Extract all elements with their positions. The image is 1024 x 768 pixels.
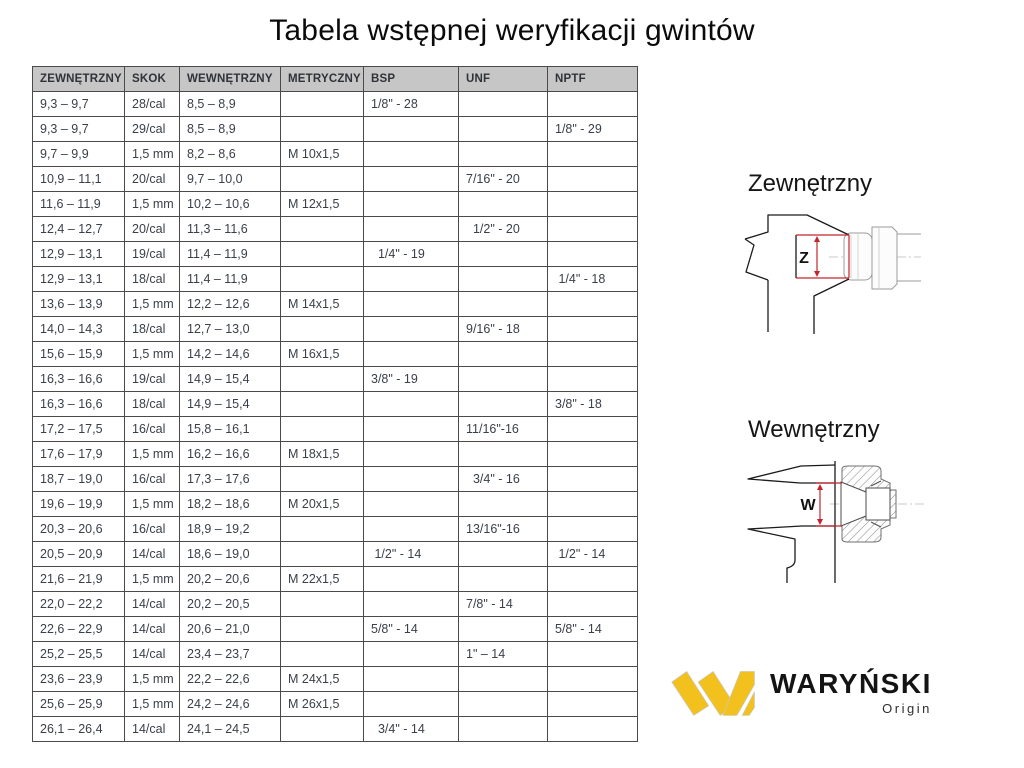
table-cell: 3/8" - 19 xyxy=(364,367,459,392)
table-cell: 1/4" - 19 xyxy=(364,242,459,267)
table-cell: 1/2" - 20 xyxy=(459,217,548,242)
table-cell: 18/cal xyxy=(125,267,180,292)
table-cell xyxy=(364,492,459,517)
table-cell: 14,9 – 15,4 xyxy=(180,392,281,417)
external-diagram-label: Zewnętrzny xyxy=(748,170,873,197)
table-cell: 9,3 – 9,7 xyxy=(33,117,125,142)
table-cell xyxy=(548,567,638,592)
table-cell xyxy=(364,317,459,342)
dimension-w-label: W xyxy=(800,497,816,514)
col-header-wewnetrzny: WEWNĘTRZNY xyxy=(180,67,281,92)
table-cell: 18,9 – 19,2 xyxy=(180,517,281,542)
table-cell xyxy=(548,592,638,617)
table-header-row xyxy=(33,67,638,92)
table-cell: 23,6 – 23,9 xyxy=(33,667,125,692)
col-header-zewnetrzny: ZEWNĘTRZNY xyxy=(33,67,125,92)
table-cell xyxy=(548,442,638,467)
col-header-nptf: NPTF xyxy=(548,67,638,92)
table-cell xyxy=(364,517,459,542)
table-cell: 1/8" - 28 xyxy=(364,92,459,117)
table-cell xyxy=(364,267,459,292)
table-cell xyxy=(281,717,364,742)
table-cell: 21,6 – 21,9 xyxy=(33,567,125,592)
table-cell: 13,6 – 13,9 xyxy=(33,292,125,317)
table-cell: 15,8 – 16,1 xyxy=(180,417,281,442)
table-cell xyxy=(548,142,638,167)
table-row xyxy=(33,442,638,467)
table-cell xyxy=(459,492,548,517)
table-cell xyxy=(364,392,459,417)
table-cell: 19/cal xyxy=(125,242,180,267)
table-cell: 1,5 mm xyxy=(125,567,180,592)
table-cell xyxy=(548,692,638,717)
male-fitting-drawing xyxy=(829,227,921,289)
table-cell: 12,4 – 12,7 xyxy=(33,217,125,242)
table-cell: 25,6 – 25,9 xyxy=(33,692,125,717)
thread-verification-table xyxy=(32,66,638,742)
table-cell: 17,2 – 17,5 xyxy=(33,417,125,442)
table-cell: M 14x1,5 xyxy=(281,292,364,317)
col-header-skok: SKOK xyxy=(125,67,180,92)
table-cell: 1,5 mm xyxy=(125,142,180,167)
table-cell: 12,7 – 13,0 xyxy=(180,317,281,342)
table-cell xyxy=(459,567,548,592)
table-row xyxy=(33,667,638,692)
table-cell xyxy=(548,492,638,517)
table-body xyxy=(33,92,638,742)
table-cell: 20,2 – 20,5 xyxy=(180,592,281,617)
table-cell: 14/cal xyxy=(125,617,180,642)
table-row xyxy=(33,142,638,167)
table-cell xyxy=(548,667,638,692)
table-cell xyxy=(364,292,459,317)
table-cell xyxy=(364,167,459,192)
col-header-metryczny: METRYCZNY xyxy=(281,67,364,92)
table-cell: 9,7 – 9,9 xyxy=(33,142,125,167)
table-cell: 10,9 – 11,1 xyxy=(33,167,125,192)
table-cell xyxy=(281,617,364,642)
table-cell: M 10x1,5 xyxy=(281,142,364,167)
table-cell xyxy=(459,367,548,392)
table-cell xyxy=(548,167,638,192)
table-row xyxy=(33,367,638,392)
table-cell: 7/16" - 20 xyxy=(459,167,548,192)
table-cell: 25,2 – 25,5 xyxy=(33,642,125,667)
table-row xyxy=(33,317,638,342)
table-cell xyxy=(459,242,548,267)
table-row xyxy=(33,642,638,667)
table-row xyxy=(33,242,638,267)
table-cell xyxy=(459,667,548,692)
table-cell xyxy=(281,167,364,192)
logo-mark-icon xyxy=(670,668,758,718)
table-cell: 13/16"-16 xyxy=(459,517,548,542)
table-cell xyxy=(459,617,548,642)
table-cell xyxy=(281,392,364,417)
page-title: Tabela wstępnej weryfikacji gwintów xyxy=(269,14,755,47)
table-cell: 20,6 – 21,0 xyxy=(180,617,281,642)
table-cell: 10,2 – 10,6 xyxy=(180,192,281,217)
table-cell xyxy=(548,317,638,342)
table-cell: 8,2 – 8,6 xyxy=(180,142,281,167)
table-cell: 20,2 – 20,6 xyxy=(180,567,281,592)
table-cell xyxy=(281,92,364,117)
table-cell: 11,6 – 11,9 xyxy=(33,192,125,217)
table-cell xyxy=(459,692,548,717)
table-cell: 22,0 – 22,2 xyxy=(33,592,125,617)
table-cell: 1,5 mm xyxy=(125,292,180,317)
table-row xyxy=(33,542,638,567)
table-cell xyxy=(281,117,364,142)
table-row xyxy=(33,217,638,242)
table-cell xyxy=(548,242,638,267)
table-cell: 1/2" - 14 xyxy=(548,542,638,567)
table-cell: 18/cal xyxy=(125,392,180,417)
table-cell: 14/cal xyxy=(125,642,180,667)
col-header-unf: UNF xyxy=(459,67,548,92)
caliper-outline xyxy=(748,461,835,583)
table-cell: 22,6 – 22,9 xyxy=(33,617,125,642)
table-row xyxy=(33,567,638,592)
table-cell: 28/cal xyxy=(125,92,180,117)
table-cell xyxy=(459,117,548,142)
table-cell xyxy=(281,267,364,292)
table-cell xyxy=(459,542,548,567)
table-cell: 1,5 mm xyxy=(125,692,180,717)
table-cell xyxy=(548,292,638,317)
table-cell xyxy=(548,217,638,242)
table-cell xyxy=(548,717,638,742)
table-cell: 20/cal xyxy=(125,217,180,242)
table-cell xyxy=(281,317,364,342)
table-cell: 20/cal xyxy=(125,167,180,192)
table-cell xyxy=(548,367,638,392)
table-cell: 14/cal xyxy=(125,717,180,742)
table-cell xyxy=(459,267,548,292)
table-row xyxy=(33,467,638,492)
table-cell xyxy=(548,192,638,217)
table-cell xyxy=(459,392,548,417)
table-cell xyxy=(459,292,548,317)
table-cell xyxy=(364,342,459,367)
table-row xyxy=(33,392,638,417)
table-row xyxy=(33,492,638,517)
table-cell xyxy=(364,667,459,692)
table-cell xyxy=(281,217,364,242)
external-thread-diagram xyxy=(733,203,923,348)
table-cell: 16/cal xyxy=(125,417,180,442)
table-cell xyxy=(459,92,548,117)
table-cell xyxy=(364,567,459,592)
table-cell: 1/2" - 14 xyxy=(364,542,459,567)
table-cell: 14,2 – 14,6 xyxy=(180,342,281,367)
table-cell xyxy=(459,717,548,742)
table-cell xyxy=(281,367,364,392)
table-cell: 1,5 mm xyxy=(125,492,180,517)
table-cell: 3/4" - 14 xyxy=(364,717,459,742)
table-cell: 19/cal xyxy=(125,367,180,392)
table-row xyxy=(33,292,638,317)
table-row xyxy=(33,267,638,292)
brand-text xyxy=(770,670,932,716)
table-cell: 1" – 14 xyxy=(459,642,548,667)
table-row xyxy=(33,167,638,192)
internal-thread-diagram xyxy=(738,448,928,593)
table-cell: M 12x1,5 xyxy=(281,192,364,217)
table-cell xyxy=(548,642,638,667)
table-cell: M 22x1,5 xyxy=(281,567,364,592)
table-cell: 9,3 – 9,7 xyxy=(33,92,125,117)
table-cell: 3/4" - 16 xyxy=(459,467,548,492)
table-cell: 14,0 – 14,3 xyxy=(33,317,125,342)
table-cell: 16,2 – 16,6 xyxy=(180,442,281,467)
table-cell: 17,3 – 17,6 xyxy=(180,467,281,492)
table-cell xyxy=(281,642,364,667)
brand-name: WARYŃSKI xyxy=(770,668,932,699)
table-cell xyxy=(281,417,364,442)
table-cell xyxy=(548,342,638,367)
table-cell xyxy=(548,467,638,492)
table-cell: 11/16"-16 xyxy=(459,417,548,442)
table-row xyxy=(33,92,638,117)
table-cell xyxy=(364,117,459,142)
table-cell: 20,5 – 20,9 xyxy=(33,542,125,567)
table-cell xyxy=(281,542,364,567)
table-cell xyxy=(364,142,459,167)
brand-subtext: Origin xyxy=(882,701,932,716)
table-cell: 14,9 – 15,4 xyxy=(180,367,281,392)
table-cell xyxy=(364,467,459,492)
table-cell: 1,5 mm xyxy=(125,667,180,692)
table-cell: 18,2 – 18,6 xyxy=(180,492,281,517)
table-cell xyxy=(459,142,548,167)
table-cell: 1/8" - 29 xyxy=(548,117,638,142)
table-cell xyxy=(459,192,548,217)
table-cell xyxy=(364,417,459,442)
table-cell: 26,1 – 26,4 xyxy=(33,717,125,742)
table-cell: 22,2 – 22,6 xyxy=(180,667,281,692)
table-row xyxy=(33,517,638,542)
table-cell: 8,5 – 8,9 xyxy=(180,92,281,117)
table-cell: 14/cal xyxy=(125,542,180,567)
table-cell: 16/cal xyxy=(125,517,180,542)
table-cell xyxy=(281,517,364,542)
table-row xyxy=(33,717,638,742)
table-cell: M 24x1,5 xyxy=(281,667,364,692)
table-cell: 1,5 mm xyxy=(125,342,180,367)
table-cell: 19,6 – 19,9 xyxy=(33,492,125,517)
table-cell: 18,6 – 19,0 xyxy=(180,542,281,567)
table-row xyxy=(33,592,638,617)
table-cell: M 20x1,5 xyxy=(281,492,364,517)
internal-diagram-label: Wewnętrzny xyxy=(748,416,880,443)
table-cell xyxy=(364,642,459,667)
table-cell: 24,2 – 24,6 xyxy=(180,692,281,717)
table-cell: 24,1 – 24,5 xyxy=(180,717,281,742)
table-cell: 1,5 mm xyxy=(125,192,180,217)
table-cell xyxy=(548,517,638,542)
table-cell: 3/8" - 18 xyxy=(548,392,638,417)
table-cell: 12,9 – 13,1 xyxy=(33,242,125,267)
table-cell xyxy=(364,192,459,217)
table-cell: M 26x1,5 xyxy=(281,692,364,717)
table-row xyxy=(33,417,638,442)
table-cell: 20,3 – 20,6 xyxy=(33,517,125,542)
female-fitting-drawing xyxy=(830,466,924,542)
table-cell: 11,4 – 11,9 xyxy=(180,242,281,267)
table-cell: 11,3 – 11,6 xyxy=(180,217,281,242)
table-cell xyxy=(548,92,638,117)
table-cell xyxy=(364,592,459,617)
table-cell xyxy=(548,417,638,442)
table-cell xyxy=(459,442,548,467)
table-cell: 23,4 – 23,7 xyxy=(180,642,281,667)
table-cell: 1,5 mm xyxy=(125,442,180,467)
table-cell: 18/cal xyxy=(125,317,180,342)
brand-logo xyxy=(670,668,932,718)
dimension-z-label: Z xyxy=(799,250,809,267)
table-cell: 16,3 – 16,6 xyxy=(33,367,125,392)
table-row xyxy=(33,192,638,217)
table-cell: 1/4" - 18 xyxy=(548,267,638,292)
caliper-outline xyxy=(745,215,849,334)
table-cell: 29/cal xyxy=(125,117,180,142)
table-cell: 9,7 – 10,0 xyxy=(180,167,281,192)
table-cell xyxy=(281,242,364,267)
table-cell: M 18x1,5 xyxy=(281,442,364,467)
table-row xyxy=(33,617,638,642)
table-cell: 7/8" - 14 xyxy=(459,592,548,617)
table-cell xyxy=(364,442,459,467)
table-cell: 16,3 – 16,6 xyxy=(33,392,125,417)
table-cell: M 16x1,5 xyxy=(281,342,364,367)
table-cell xyxy=(364,692,459,717)
table-row xyxy=(33,692,638,717)
table-cell xyxy=(364,217,459,242)
table-cell: 12,9 – 13,1 xyxy=(33,267,125,292)
table-cell: 14/cal xyxy=(125,592,180,617)
table-cell: 9/16" - 18 xyxy=(459,317,548,342)
table-cell: 5/8" - 14 xyxy=(364,617,459,642)
table-cell: 5/8" - 14 xyxy=(548,617,638,642)
table-cell: 12,2 – 12,6 xyxy=(180,292,281,317)
table-cell: 8,5 – 8,9 xyxy=(180,117,281,142)
table-row xyxy=(33,117,638,142)
col-header-bsp: BSP xyxy=(364,67,459,92)
table-row xyxy=(33,342,638,367)
table-cell xyxy=(281,592,364,617)
table-cell: 17,6 – 17,9 xyxy=(33,442,125,467)
table-cell: 16/cal xyxy=(125,467,180,492)
table-cell: 11,4 – 11,9 xyxy=(180,267,281,292)
table-cell xyxy=(281,467,364,492)
table-cell xyxy=(459,342,548,367)
table-cell: 15,6 – 15,9 xyxy=(33,342,125,367)
table-cell: 18,7 – 19,0 xyxy=(33,467,125,492)
